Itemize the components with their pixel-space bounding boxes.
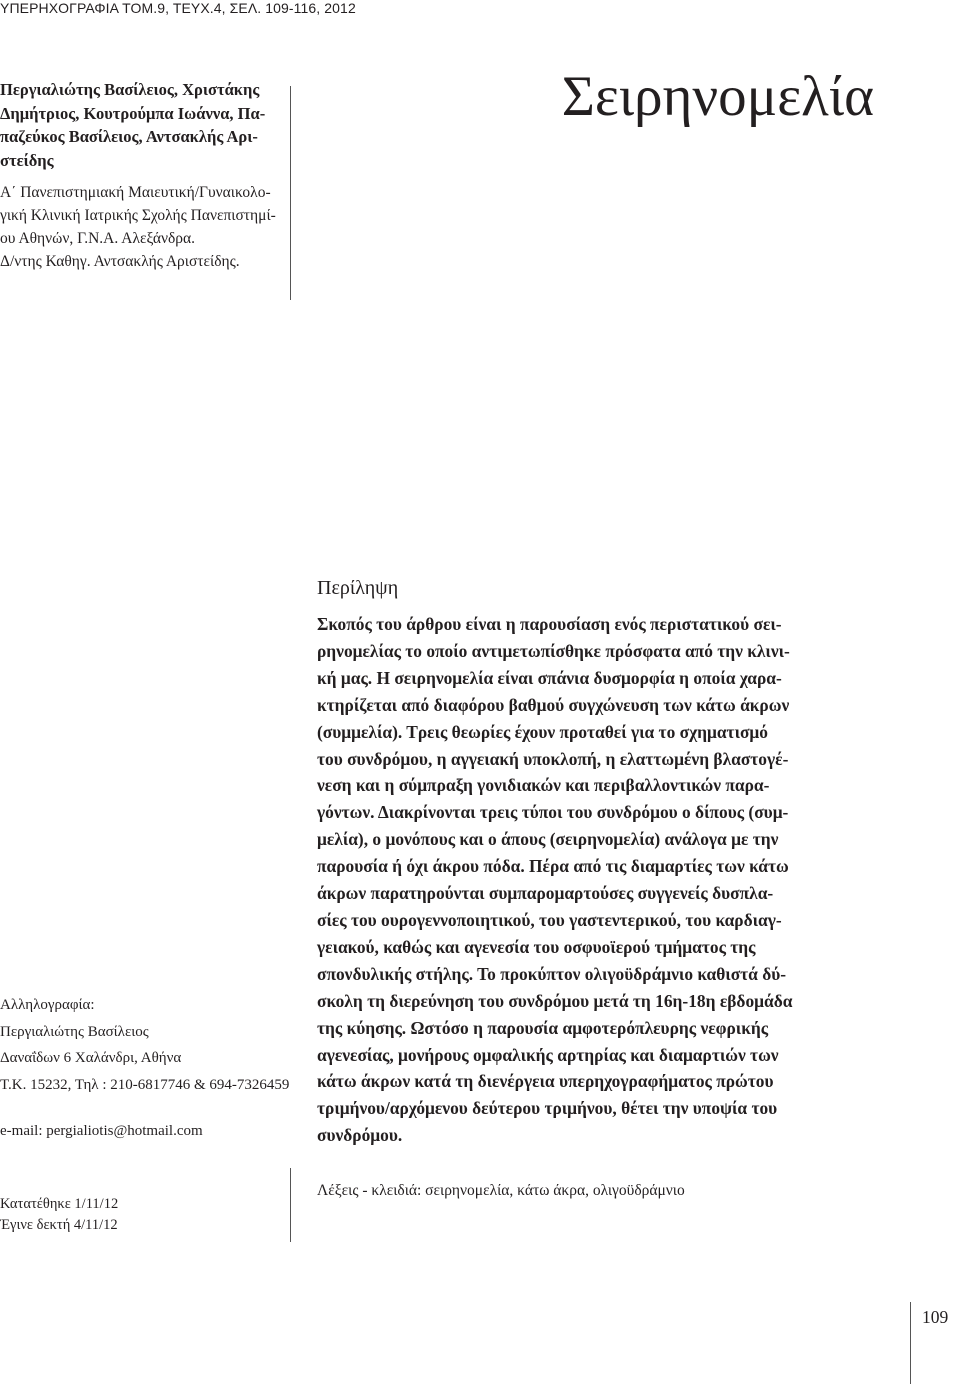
author-line: Περγιαλιώτης Βασίλειος, Χριστάκης [0, 80, 260, 99]
abstract-line: συνδρόμου. [317, 1125, 403, 1146]
abstract-body [317, 611, 871, 1149]
keywords: Λέξεις - κλειδιά: σειρηνομελία, κάτω άκρα, ολιγοϋδράμνιο [317, 1182, 685, 1199]
affiliation-line: Α΄ Πανεπιστημιακή Μαιευτική/Γυναικολο- [0, 184, 271, 201]
abstract-line: κτηρίζεται από διαφόρου βαθμού συγχώνευση των κάτω άκρων [317, 694, 790, 715]
abstract-line: κή μας. Η σειρηνομελία είναι σπάνια δυσμορφία η οποία χαρα- [317, 667, 782, 688]
correspondence-name: Περγιαλιώτης Βασίλειος [0, 1023, 149, 1040]
correspondence-label: Αλληλογραφία: [0, 997, 95, 1013]
abstract-line: του συνδρόμου, η αγγειακή υποκλοπή, η ελαττωμένη βλαστογέ- [317, 748, 789, 769]
page-number: 109 [922, 1307, 949, 1327]
affiliation-line: γική Κλινική Ιατρικής Σχολής Πανεπιστημί- [0, 207, 276, 224]
abstract-line: ρηνομελίας το οποίο αντιμετωπίσθηκε πρόσφατα από την κλινι- [317, 640, 790, 661]
affiliation [0, 181, 282, 273]
author-line: Δημήτριος, Κουτρούμπα Ιωάννα, Πα- [0, 103, 266, 123]
submission-dates [0, 1194, 282, 1235]
column-divider-top [290, 86, 291, 300]
abstract-line: (συμμελία). Τρεις θεωρίες έχουν προταθεί για το σχηματισμό [317, 721, 768, 742]
abstract-line: νεση και η σύμπραξη γονιδιακών και περιβαλλοντικών παρα- [317, 775, 770, 796]
correspondence-block [0, 992, 290, 1145]
affiliation-line: Δ/ντης Καθηγ. Αντσακλής Αριστείδης. [0, 253, 240, 270]
abstract-line: γόντων. Διακρίνονται τρεις τύποι του συνδρόμου ο δίπους (συμ- [317, 802, 789, 823]
author-line: παζεύκος Βασίλειος, Αντσακλής Αρι- [0, 127, 258, 146]
abstract-line: αγενεσίας, μονήρους ομφαλικής αρτηρίας και διαμαρτιών των [317, 1044, 779, 1065]
author-list [0, 78, 282, 172]
abstract-line: μελία), ο μονόπους και ο άπους (σειρηνομελία) ανάλογα με την [317, 829, 779, 850]
correspondence-phone: Τ.Κ. 15232, Τηλ : 210-6817746 & 694-7326459 [0, 1076, 290, 1093]
abstract-line: σπονδυλικής στήλης. Το προκύπτον ολιγοϋδράμνιο καθιστά δύ- [317, 963, 787, 984]
abstract-line: σίες του ουρογεννοποιητικού, του γαστεντερικού, του καρδιαγ- [317, 909, 782, 930]
accepted-date: Έγινε δεκτή 4/11/12 [0, 1216, 118, 1233]
abstract-line: τριμήνου/αρχόμενου δεύτερου τριμήνου, θέτει την υποψία του [317, 1098, 778, 1119]
article-title: Σειρηνομελία [561, 65, 874, 128]
left-column [0, 0, 290, 1384]
abstract-line: γειακού, καθώς και αγενεσία του οσφυοϊερού τμήματος της [317, 936, 756, 957]
abstract-heading: Περίληψη [317, 577, 399, 599]
correspondence-address: Δαναΐδων 6 Χαλάνδρι, Αθήνα [0, 1050, 182, 1066]
abstract-line: παρουσία ή όχι άκρου πόδα. Πέρα από τις διαμαρτίες των κάτω [317, 856, 789, 877]
abstract-line: της κύησης. Ωστόσο η παρουσία αμφοτερόπλευρης νεφρικής [317, 1017, 769, 1038]
author-line: στείδης [0, 150, 54, 170]
abstract-line: άκρων παρατηρούνται συμπαρομαρτούσες συγγενείς δυσπλα- [317, 883, 774, 904]
submitted-date: Κατατέθηκε 1/11/12 [0, 1196, 119, 1212]
affiliation-line: ου Αθηνών, Γ.Ν.Α. Αλεξάνδρα. [0, 230, 195, 247]
running-head: ΥΠΕΡΗΧΟΓΡΑΦΙΑ ΤΟΜ.9, ΤΕΥΧ.4, ΣΕΛ. 109-116, 2012 [0, 0, 356, 16]
abstract-line: Σκοπός του άρθρου είναι η παρουσίαση ενός περιστατικού σει- [317, 614, 782, 634]
abstract-line: κάτω άκρων κατά τη διενέργεια υπερηχογραφήματος πρώτου [317, 1071, 774, 1092]
abstract-line: σκολη τη διερεύνηση του συνδρόμου μετά τη 16η-18η εβδομάδα [317, 990, 793, 1011]
correspondence-email: e-mail: pergialiotis@hotmail.com [0, 1123, 203, 1139]
column-divider-bottom [290, 1168, 291, 1242]
page-number-rule [910, 1302, 911, 1384]
